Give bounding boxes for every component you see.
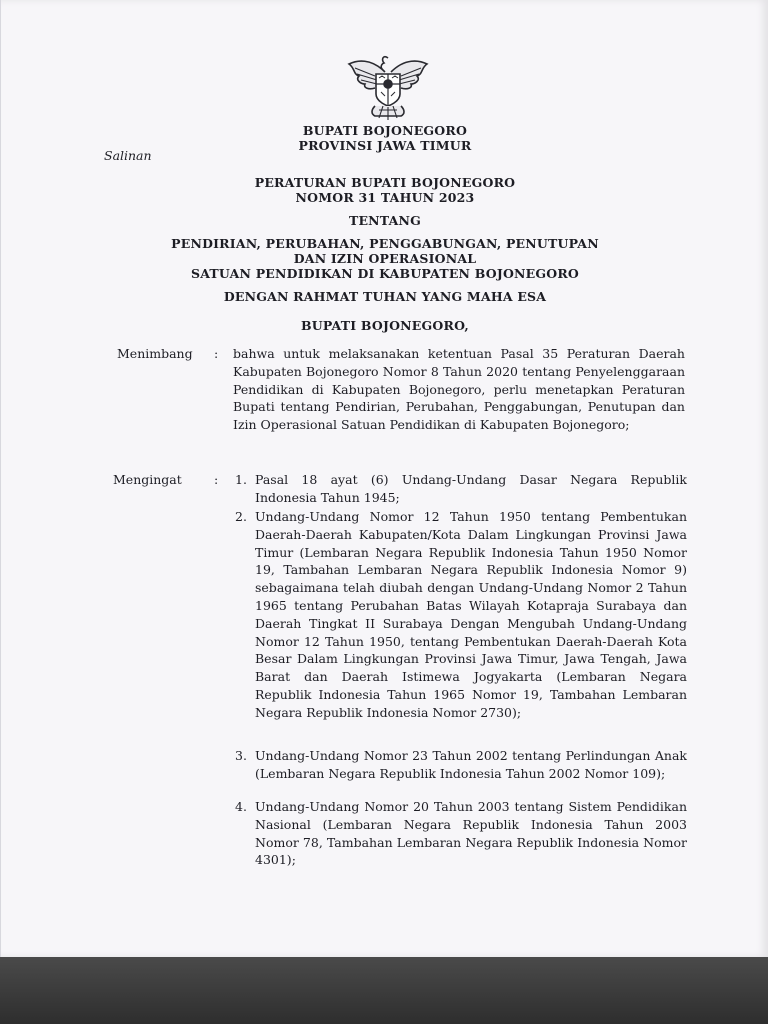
regulation-number: NOMOR 31 TAHUN 2023 (295, 190, 475, 205)
menimbang-colon: : (214, 346, 219, 361)
bupati-heading: BUPATI BOJONEGORO, (301, 318, 469, 333)
menimbang-text: bahwa untuk melaksanakan ketentuan Pasal 35 Peraturan Daerah Kabupaten Bojonegoro Nomor 8 Tahun 2020 tentang Penyelenggaraan Pendidikan di Kabupaten Bojonegoro, perlu menetapkan Peraturan Bupati tentang Pendirian, Perubahan, Penggabungan, Penutupan dan Izin Operasional Satuan Pendidikan di Kabupaten Bojonegoro; (233, 346, 685, 433)
rahmat-heading: DENGAN RAHMAT TUHAN YANG MAHA ESA (223, 289, 547, 304)
item-number: 2. (235, 509, 247, 524)
tentang-heading: TENTANG (348, 213, 422, 228)
regulation-title: PERATURAN BUPATI BOJONEGORO (254, 175, 516, 190)
item-text: Undang-Undang Nomor 12 Tahun 1950 tentang Pembentukan Daerah-Daerah Kabupaten/Kota Dalam Lingkungan Provinsi Jawa Timur (Lembaran Negara Republik Indonesia Tahun 1950 Nomor 19, Tambahan Lembaran Negara Republik Indonesia Nomor 9) sebagaimana telah diubah dengan Undang-Undang Nomor 2 Tahun 1965 tentang Perubahan Batas Wilayah Kotapraja Surabaya dan Daerah Tingkat II Surabaya Dengan Mengubah Undang-Undang Nomor 12 Tahun 1950, tentang Pembentukan Daerah-Daerah Kota Besar Dalam Lingkungan Provinsi Jawa Timur, Jawa Tengah, Jawa Barat dan Daerah Istimewa Jogyakarta (Lembaran Negara Republik Indonesia Tahun 1965 Nomor 19, Tambahan Lembaran Negara Republik Indonesia Nomor 2730); (255, 509, 687, 720)
authority-province: PROVINSI JAWA TIMUR (298, 138, 472, 153)
item-number: 4. (235, 799, 247, 814)
salinan-label: Salinan (104, 148, 152, 163)
menimbang-label: Menimbang (117, 346, 193, 361)
scan-background (0, 957, 768, 1024)
authority-title: BUPATI BOJONEGORO (302, 123, 468, 138)
item-text: Undang-Undang Nomor 20 Tahun 2003 tentang Sistem Pendidikan Nasional (Lembaran Negara Republik Indonesia Tahun 2003 Nomor 78, Tambahan Lembaran Negara Republik Indonesia Nomor 4301); (255, 799, 687, 868)
item-text: Undang-Undang Nomor 23 Tahun 2002 tentang Perlindungan Anak (Lembaran Negara Republik Indonesia Tahun 2002 Nomor 109); (255, 748, 687, 781)
subject-line-3: SATUAN PENDIDIKAN DI KABUPATEN BOJONEGORO (190, 266, 580, 281)
mengingat-label: Mengingat (113, 472, 182, 487)
item-text: Pasal 18 ayat (6) Undang-Undang Dasar Negara Republik Indonesia Tahun 1945; (255, 472, 687, 505)
subject-line-2: DAN IZIN OPERASIONAL (293, 251, 477, 266)
garuda-emblem-icon (345, 50, 431, 122)
item-number: 1. (235, 472, 247, 487)
subject-line-1: PENDIRIAN, PERUBAHAN, PENGGABUNGAN, PENUTUPAN (171, 236, 599, 251)
item-number: 3. (235, 748, 247, 763)
mengingat-colon: : (214, 472, 219, 487)
